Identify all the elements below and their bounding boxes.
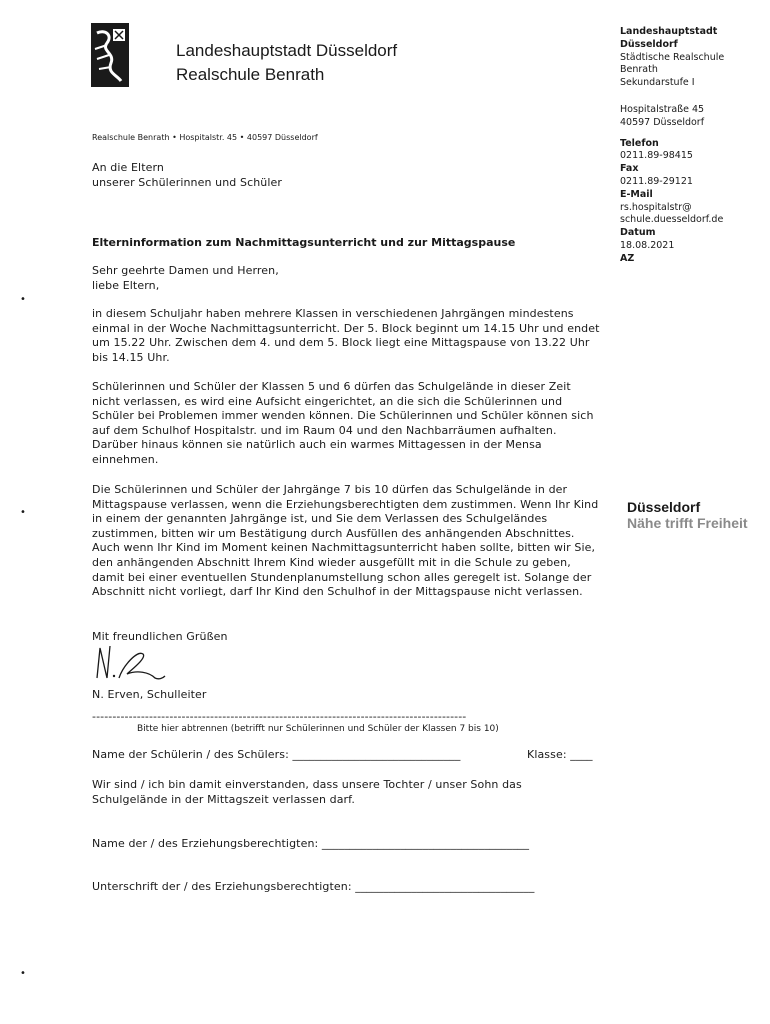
city-coat-of-arms-logo [91, 23, 129, 87]
paragraph-text: in diesem Schuljahr haben mehrere Klassen in verschiedenen Jahrgängen mindestens einmal in der Woche Nachmittagsunterricht. Der 5. Block beginnt um 14.15 Uhr und endet um 15.22 Uhr. Zwischen dem 4. und dem 5. Block liegt eine Mittagspause von 13.22 Uhr bis 14.15 Uhr. [92, 307, 600, 364]
guardian-name-field[interactable]: Name der / des Erziehungsberechtigten: _____________________________________ [92, 837, 530, 850]
consent-statement: Wir sind / ich bin damit einverstanden, dass unsere Tochter / unser Sohn das Schulgelände in der Mittagszeit verlassen darf. [92, 778, 522, 806]
email-value-2: schule.duesseldorf.de [620, 214, 724, 226]
sidebar-org-4: Benrath [620, 64, 658, 76]
city-slogan [627, 499, 748, 531]
margin-mark: • [20, 294, 26, 305]
sidebar-address-1: Hospitalstraße 45 [620, 103, 705, 115]
letterhead-school: Realschule Benrath [176, 65, 325, 84]
sidebar-org-3: Städtische Realschule [620, 51, 725, 63]
sidebar-info [620, 26, 755, 266]
paragraph-2 [92, 380, 602, 468]
signatory: N. Erven, Schulleiter [92, 688, 207, 701]
phone-value: 0211.89-98415 [620, 150, 693, 162]
signature [93, 640, 169, 686]
student-name-field[interactable]: Name der Schülerin / des Schülers: ______________________________ [92, 748, 461, 761]
reference-label: AZ [620, 252, 635, 264]
date-value: 18.08.2021 [620, 239, 675, 251]
paragraph-3 [92, 483, 602, 600]
sidebar-org-1: Landeshauptstadt [620, 26, 718, 37]
fax-value: 0211.89-29121 [620, 175, 693, 187]
margin-mark: • [20, 968, 26, 979]
email-value-1: rs.hospitalstr@ [620, 201, 692, 213]
paragraph-text: Schülerinnen und Schüler der Klassen 5 und 6 dürfen das Schulgelände in dieser Zeit nicht verlassen, es wird eine Aufsicht eingerichtet, an die sich die Schülerinnen und Schüler bei Problemen immer wenden können. Die Schülerinnen und Schüler können sich auf dem Schulhof Hospitalstr. und im Raum 04 und den Nachbarräumen aufhalten. Darüber hinaus können sie natürlich auch ein warmes Mittagessen in der Mensa einnehmen. [92, 380, 594, 466]
cut-note: Bitte hier abtrennen (betrifft nur Schülerinnen und Schüler der Klassen 7 bis 10) [137, 724, 499, 734]
sidebar-org-2: Düsseldorf [620, 38, 678, 50]
phone-label: Telefon [620, 137, 659, 149]
recipient-block [92, 161, 282, 190]
slogan-line-1: Düsseldorf [627, 499, 701, 515]
guardian-signature-field[interactable]: Unterschrift der / des Erziehungsberechtigten: ________________________________ [92, 880, 535, 893]
recipient-line-1: An die Eltern [92, 161, 164, 174]
sidebar-address-2: 40597 Düsseldorf [620, 116, 705, 128]
sidebar-org-5: Sekundarstufe I [620, 77, 695, 89]
closing: Mit freundlichen Grüßen [92, 630, 228, 643]
letter-subject: Elterninformation zum Nachmittagsunterricht und zur Mittagspause [92, 236, 516, 249]
cut-line: -------------------------------------------------------------------------------------------- [92, 710, 467, 723]
sender-line: Realschule Benrath • Hospitalstr. 45 • 40597 Düsseldorf [92, 133, 318, 142]
salutation-line-2: liebe Eltern, [92, 278, 160, 292]
class-field[interactable]: Klasse: ____ [527, 748, 593, 761]
salutation-line-1: Sehr geehrte Damen und Herren, [92, 264, 279, 277]
letterhead-title [176, 39, 397, 87]
recipient-line-2: unserer Schülerinnen und Schüler [92, 175, 283, 189]
paragraph-1 [92, 307, 602, 365]
date-label: Datum [620, 227, 656, 239]
paragraph-text: Die Schülerinnen und Schüler der Jahrgänge 7 bis 10 dürfen das Schulgelände in der Mittagspause verlassen, wenn die Erziehungsberechtigten dem zustimmen. Wenn Ihr Kind in einem der genannten Jahrgänge ist, und Sie dem Verlassen des Schulgeländes zustimmen, bitten wir um Bestätigung durch Ausfüllen des anhängenden Abschnittes. Auch wenn Ihr Kind im Moment keinen Nachmittagsunterricht haben sollte, bitten wir Sie, den anhängenden Abschnitt Ihrem Kind wieder ausgefüllt mit in die Schule zu geben, damit bei einer eventuellen Stundenplanumstellung schon alles geregelt ist. Solange der Abschnitt nicht vorliegt, darf Ihr Kind den Schulhof in der Mittagspause nicht verlassen. [92, 483, 599, 599]
slogan-line-2: Nähe trifft Freiheit [627, 515, 748, 531]
salutation [92, 264, 279, 293]
margin-mark: • [20, 507, 26, 518]
email-label: E-Mail [620, 188, 653, 200]
fax-label: Fax [620, 163, 639, 175]
letterhead-city: Landeshauptstadt Düsseldorf [176, 41, 398, 60]
